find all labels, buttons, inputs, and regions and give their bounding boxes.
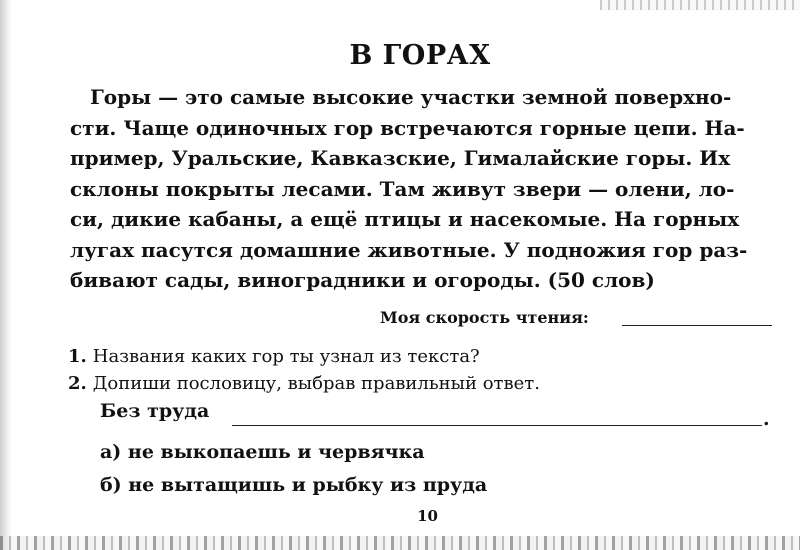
questions-list <box>68 343 540 397</box>
question-text: Названия каких гор ты узнал из текста? <box>92 346 480 367</box>
question-item <box>68 343 540 370</box>
reading-speed-label: Моя скорость чтения: <box>380 308 589 327</box>
passage-line: си, дикие кабаны, а ещё птицы и насекомые. На горных <box>70 207 740 231</box>
passage-line: сти. Чаще одиночных гор встречаются горные цепи. На- <box>70 115 745 140</box>
passage-line: пример, Уральские, Кавказские, Гималайские горы. Их <box>70 146 731 170</box>
passage-line: лугах пасутся домашние животные. У подножия гор раз- <box>70 237 748 262</box>
proverb-end: . <box>763 408 770 430</box>
passage-line: склоны покрыты лесами. Там живут звери — олени, ло- <box>70 176 735 201</box>
reading-speed-blank <box>622 325 772 326</box>
answer-option: б) не вытащишь и рыбку из пруда <box>100 474 488 496</box>
question-number: 2. <box>68 373 87 394</box>
question-text: Допиши пословицу, выбрав правильный ответ. <box>92 373 540 394</box>
answer-options <box>100 436 487 502</box>
question-item <box>68 370 540 397</box>
reading-passage <box>70 82 790 296</box>
answer-option: а) не выкопаешь и червячка <box>100 441 425 463</box>
scan-edge-top <box>600 0 800 10</box>
scan-edge-bottom <box>0 536 800 550</box>
passage-line: бивают сады, виноградники и огороды. (50 слов) <box>70 268 655 292</box>
question-number: 1. <box>68 346 87 367</box>
page-title: В ГОРАХ <box>349 40 491 71</box>
proverb-blank <box>232 425 762 426</box>
page-number: 10 <box>417 507 438 525</box>
scan-edge-left <box>0 0 12 550</box>
passage-line: Горы — это самые высокие участки земной поверхно- <box>90 85 732 109</box>
proverb-start: Без труда <box>100 400 210 422</box>
